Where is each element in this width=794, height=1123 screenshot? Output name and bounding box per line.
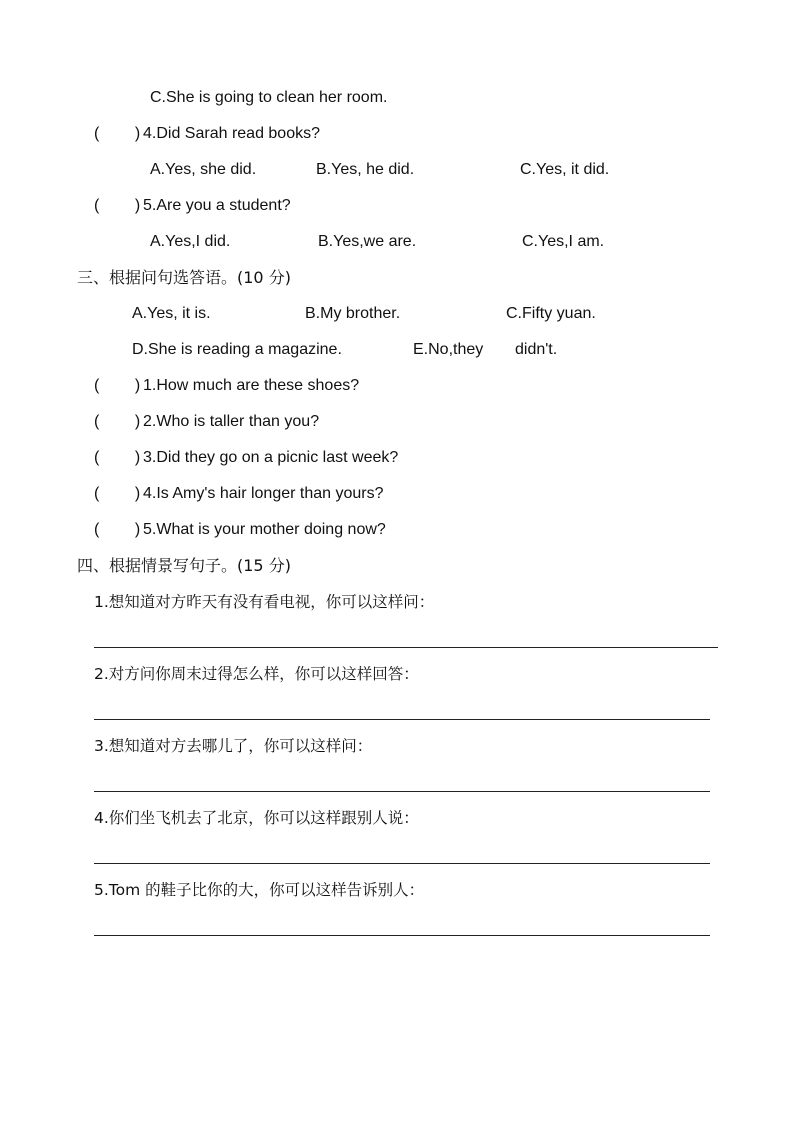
part3-heading: 三、根据问句选答语。(10 分) bbox=[77, 268, 291, 287]
part4-prompt-5: 5.Tom 的鞋子比你的大，你可以这样告诉别人： bbox=[94, 881, 425, 899]
q4-option-c: C.Yes, it did. bbox=[520, 161, 610, 178]
part3-q5: 5.What is your mother doing now? bbox=[143, 521, 386, 538]
part3-q2: 2.Who is taller than you? bbox=[143, 413, 320, 430]
q5-option-c: C.Yes,I am. bbox=[522, 233, 605, 250]
part3-choice-e: E.No,they bbox=[413, 341, 484, 358]
part4-answer-line-1[interactable] bbox=[94, 647, 718, 648]
part3-q5-paren[interactable]: ( ) bbox=[94, 521, 141, 538]
part3-choice-c: C.Fifty yuan. bbox=[506, 305, 596, 322]
q4-option-a: A.Yes, she did. bbox=[150, 161, 257, 178]
q4-question: 4.Did Sarah read books? bbox=[143, 125, 320, 142]
part4-prompt-3: 3.想知道对方去哪儿了，你可以这样问： bbox=[94, 737, 373, 755]
part3-q2-paren[interactable]: ( ) bbox=[94, 413, 141, 430]
part3-choice-d: D.She is reading a magazine. bbox=[132, 341, 342, 358]
part4-prompt-2: 2.对方问你周末过得怎么样，你可以这样回答： bbox=[94, 665, 419, 683]
part3-q4: 4.Is Amy's hair longer than yours? bbox=[143, 485, 384, 502]
q5-answer-paren[interactable]: ( ) bbox=[94, 197, 141, 214]
part3-choice-e-cont: didn't. bbox=[515, 341, 558, 358]
q4-option-b: B.Yes, he did. bbox=[316, 161, 415, 178]
part3-q1-paren[interactable]: ( ) bbox=[94, 377, 141, 394]
part3-q3-paren[interactable]: ( ) bbox=[94, 449, 141, 466]
part4-answer-line-2[interactable] bbox=[94, 719, 710, 720]
q5-question: 5.Are you a student? bbox=[143, 197, 291, 214]
part4-answer-line-3[interactable] bbox=[94, 791, 710, 792]
q3-option-c: C.She is going to clean her room. bbox=[150, 89, 388, 106]
part4-prompt-4: 4.你们坐飞机去了北京，你可以这样跟别人说： bbox=[94, 809, 419, 827]
q4-answer-paren[interactable]: ( ) bbox=[94, 125, 141, 142]
part3-q1: 1.How much are these shoes? bbox=[143, 377, 360, 394]
part3-choice-b: B.My brother. bbox=[305, 305, 401, 322]
part4-answer-line-4[interactable] bbox=[94, 863, 710, 864]
part3-q3: 3.Did they go on a picnic last week? bbox=[143, 449, 399, 466]
part3-choice-a: A.Yes, it is. bbox=[132, 305, 211, 322]
part3-q4-paren[interactable]: ( ) bbox=[94, 485, 141, 502]
part4-answer-line-5[interactable] bbox=[94, 935, 710, 936]
part4-prompt-1: 1.想知道对方昨天有没有看电视，你可以这样问： bbox=[94, 593, 435, 611]
part4-heading: 四、根据情景写句子。(15 分) bbox=[77, 556, 291, 575]
q5-option-a: A.Yes,I did. bbox=[150, 233, 231, 250]
q5-option-b: B.Yes,we are. bbox=[318, 233, 417, 250]
